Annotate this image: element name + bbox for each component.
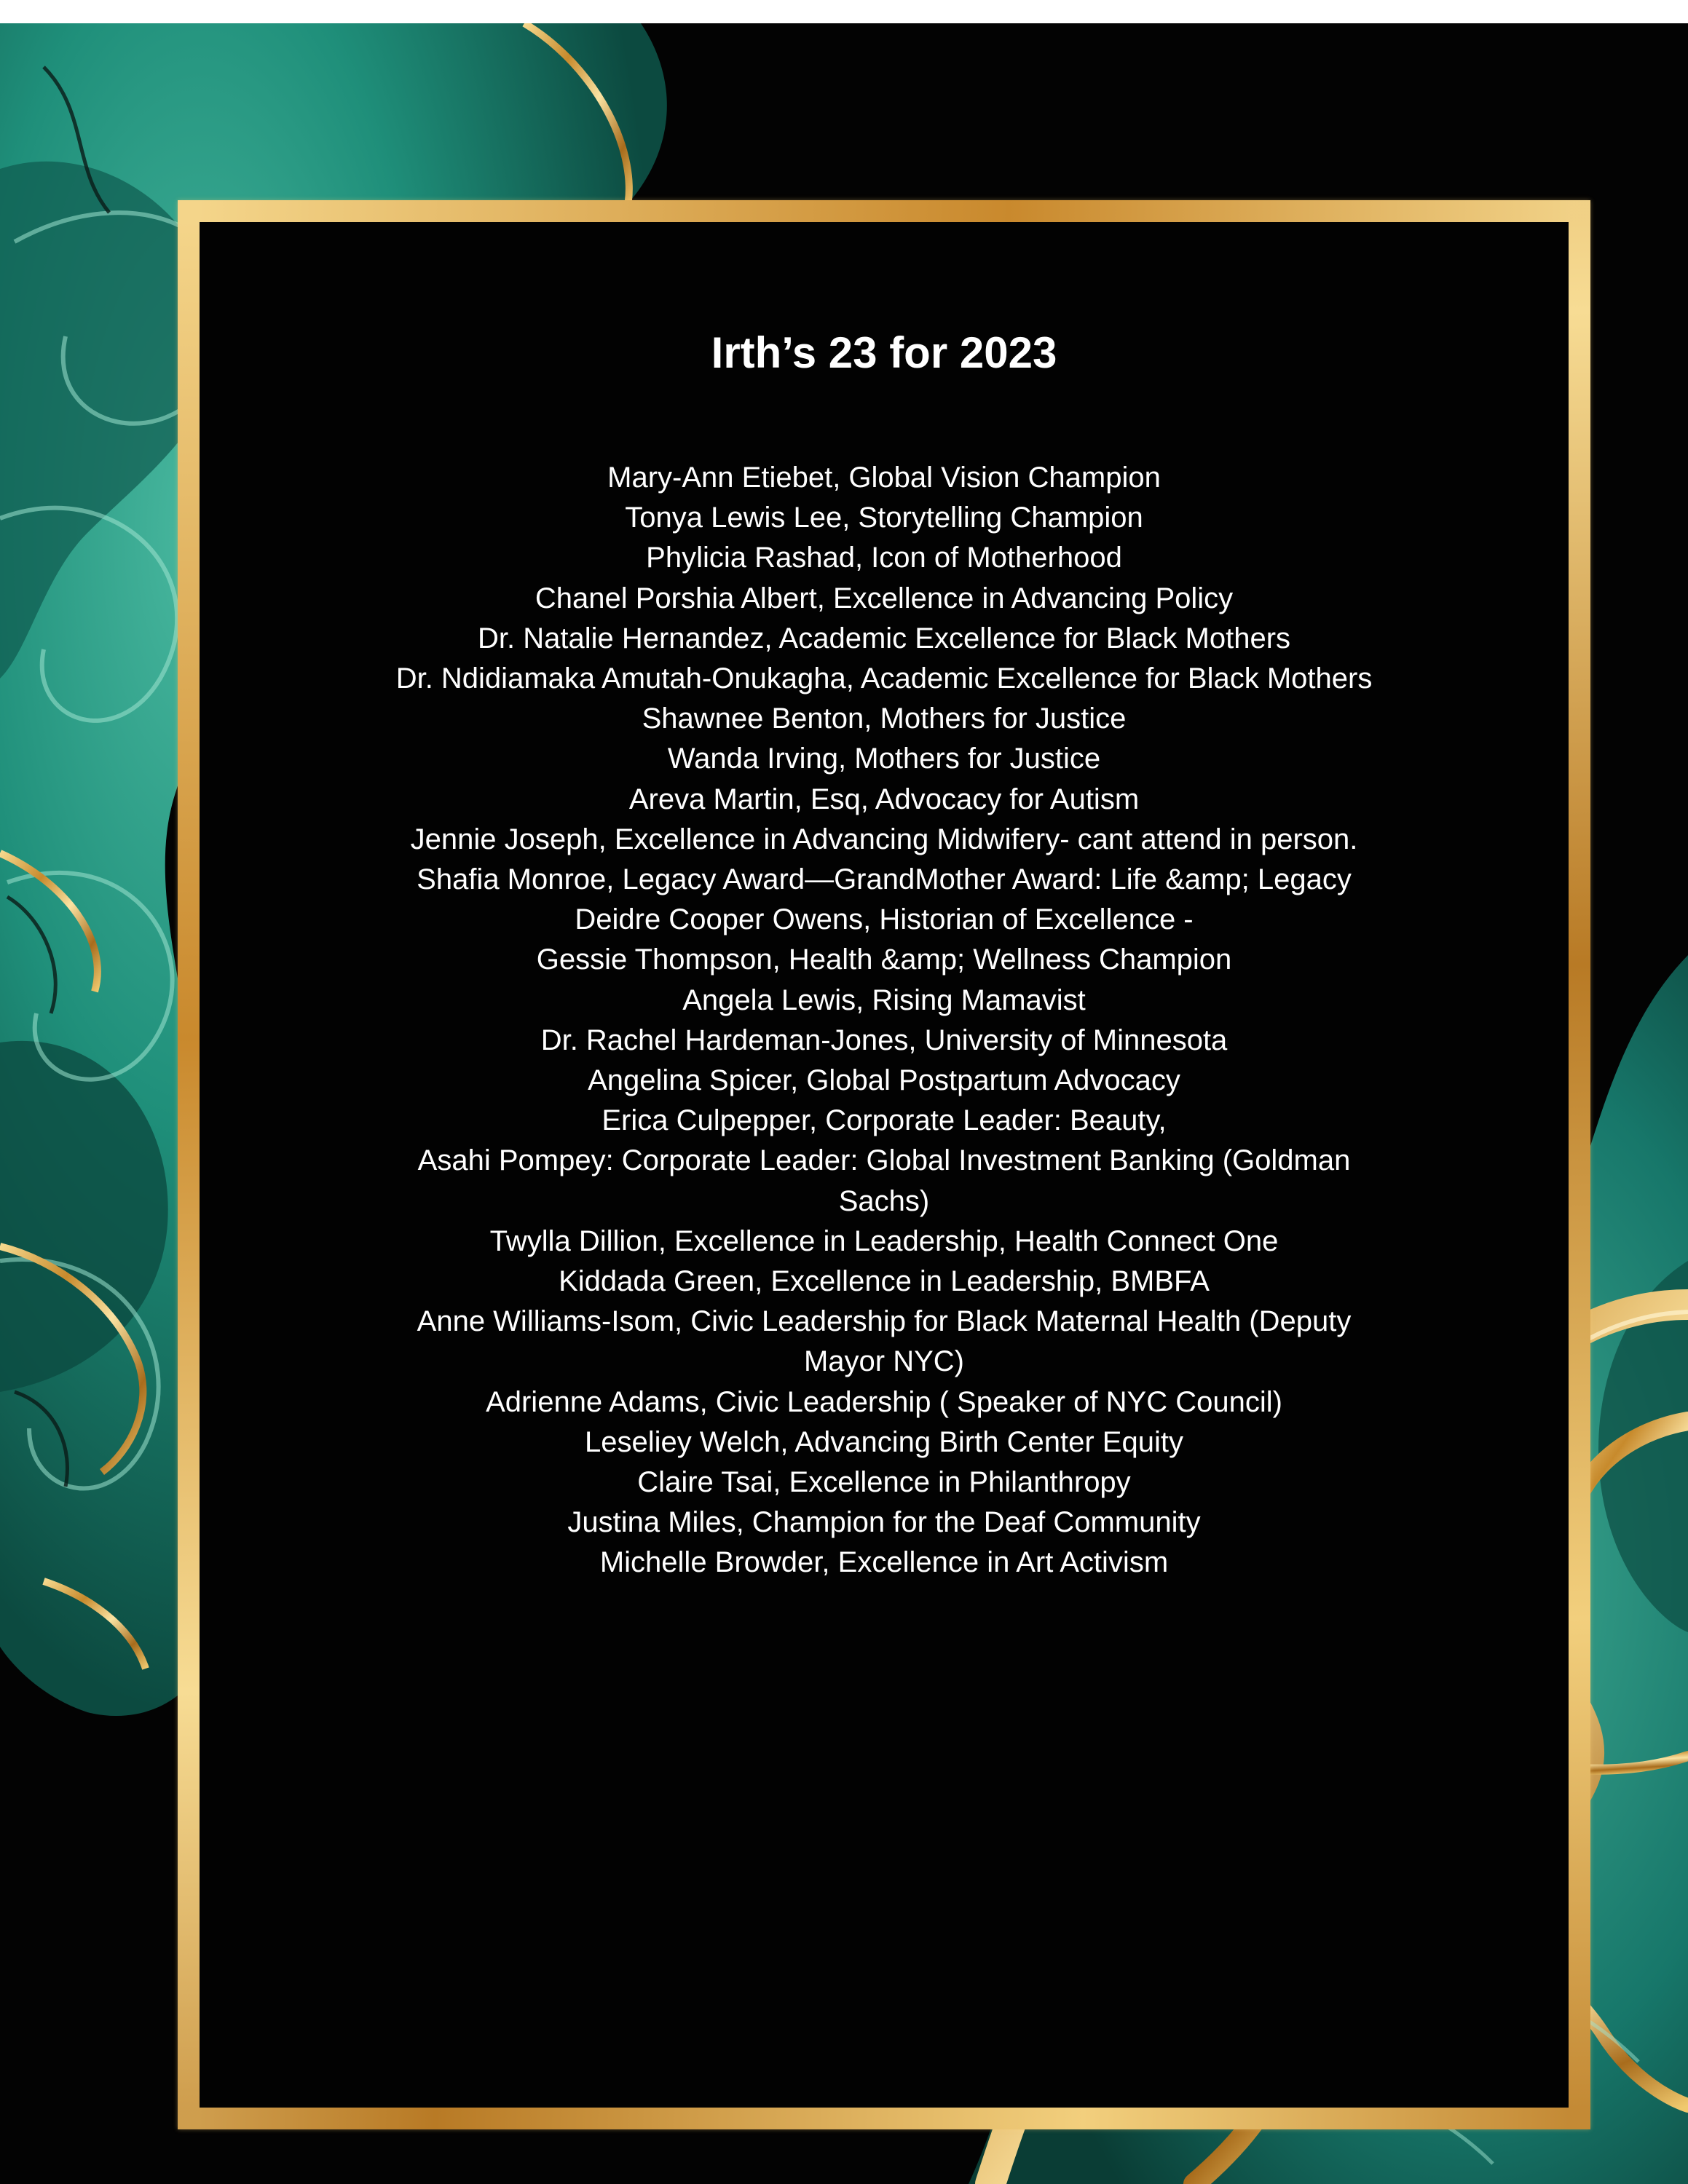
honoree-item: Phylicia Rashad, Icon of Motherhood <box>646 542 1122 574</box>
honoree-item: Mary-Ann Etiebet, Global Vision Champion <box>607 462 1161 494</box>
honoree-item: Dr. Natalie Hernandez, Academic Excellence for Black Mothers <box>477 622 1291 654</box>
top-white-margin <box>0 0 1688 23</box>
honoree-item: Jennie Joseph, Excellence in Advancing Midwifery- cant attend in person. <box>410 823 1358 855</box>
honoree-item: Shafia Monroe, Legacy Award—GrandMother Award: Life &amp; Legacy <box>417 863 1352 896</box>
document-content <box>200 222 1569 1583</box>
honoree-item: Chanel Porshia Albert, Excellence in Advancing Policy <box>535 582 1234 614</box>
honoree-item: Tonya Lewis Lee, Storytelling Champion <box>625 502 1143 534</box>
honoree-item: Wanda Irving, Mothers for Justice <box>667 743 1101 775</box>
honoree-item: Michelle Browder, Excellence in Art Activism <box>599 1546 1169 1579</box>
honoree-item: Leseliey Welch, Advancing Birth Center Equity <box>585 1425 1183 1458</box>
honoree-item: Adrienne Adams, Civic Leadership ( Speaker of NYC Council) <box>486 1385 1282 1418</box>
honoree-item: Dr. Ndidiamaka Amutah-Onukagha, Academic Excellence for Black Mothers <box>395 662 1373 695</box>
honoree-item: Gessie Thompson, Health &amp; Wellness Champion <box>536 943 1232 976</box>
honoree-item: Twylla Dillion, Excellence in Leadership, Health Connect One <box>489 1224 1279 1257</box>
honoree-item: Dr. Rachel Hardeman-Jones, University of Minnesota <box>540 1024 1228 1056</box>
honoree-item: Erica Culpepper, Corporate Leader: Beauty, <box>602 1104 1167 1137</box>
page-title: Irth’s 23 for 2023 <box>711 328 1057 377</box>
honoree-item: Kiddada Green, Excellence in Leadership, BMBFA <box>559 1265 1210 1298</box>
honoree-item: Angelina Spicer, Global Postpartum Advocacy <box>588 1064 1180 1097</box>
honoree-item: Deidre Cooper Owens, Historian of Excellence - <box>575 903 1194 936</box>
honoree-list <box>200 458 1569 1583</box>
honoree-item: Angela Lewis, Rising Mamavist <box>682 984 1086 1016</box>
honoree-item: Areva Martin, Esq, Advocacy for Autism <box>628 783 1140 815</box>
honoree-item: Claire Tsai, Excellence in Philanthropy <box>637 1466 1131 1499</box>
honoree-item: Anne Williams-Isom, Civic Leadership for Black Maternal Health (Deputy Mayor NYC) <box>417 1305 1352 1378</box>
honoree-item: Asahi Pompey: Corporate Leader: Global Investment Banking (Goldman Sachs) <box>417 1144 1351 1217</box>
honoree-item: Justina Miles, Champion for the Deaf Community <box>567 1506 1201 1539</box>
honoree-item: Shawnee Benton, Mothers for Justice <box>642 703 1127 735</box>
